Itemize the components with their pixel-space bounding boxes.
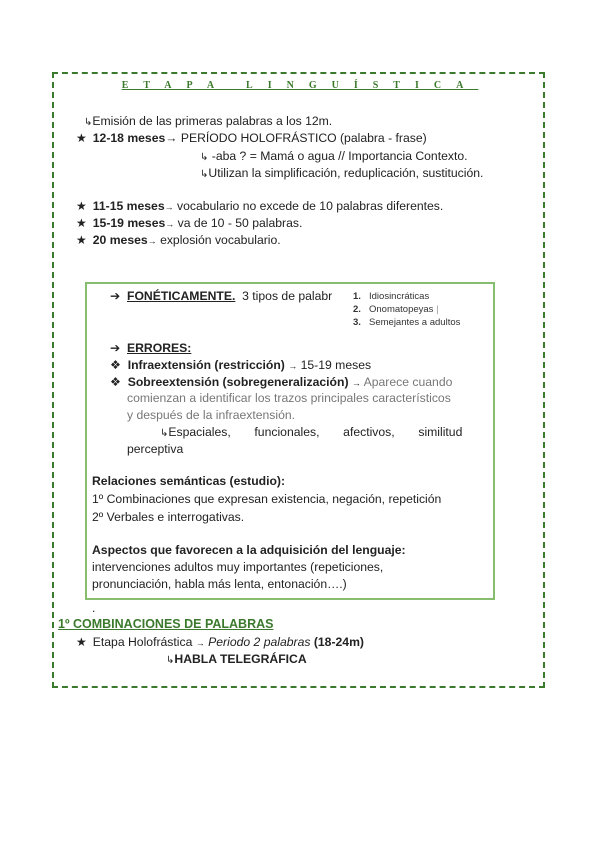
holofrastico-age: 12-18 meses (92, 131, 166, 145)
sobre-line (110, 375, 452, 389)
intro-line (84, 114, 332, 128)
return-arrow-icon: ↳ (160, 428, 169, 439)
milestone-item (76, 233, 281, 247)
sobre-label: Sobreextensión (sobregeneralización) (127, 375, 349, 389)
milestone-text: vocabulario no excede de 10 palabras diferentes. (177, 199, 444, 213)
arrow-icon: ➔ (110, 341, 121, 355)
star-icon: ★ (76, 131, 87, 145)
diamond-bullet-icon: ❖ (110, 358, 121, 372)
combinaciones-etapa-line (76, 635, 364, 649)
milestone-item (76, 199, 443, 213)
milestone-age: 15-19 meses (92, 216, 166, 230)
aspectos-line1: intervenciones adultos muy importantes (repeticiones, (92, 560, 384, 574)
infra-label: Infraextensión (restricción) (127, 358, 285, 372)
sobre-text-line2: comienzan a identificar los trazos principales característicos (127, 391, 451, 405)
milestone-text: explosión vocabulario. (160, 233, 281, 247)
milestone-text: va de 10 - 50 palabras. (177, 216, 303, 230)
stray-dot: . (92, 601, 96, 615)
semanticas-line1: 1º Combinaciones que expresan existencia, negación, repetición (92, 492, 442, 506)
star-icon: ★ (76, 233, 87, 247)
holofrastico-line (76, 131, 427, 145)
fonetica-label: FONÉTICAMENTE. (127, 289, 236, 303)
tipos-text: Espaciales, funcionales, afectivos, similitud (168, 425, 463, 439)
errores-line (110, 341, 191, 355)
sub1-text: -aba ? = Mamá o agua // Importancia Contexto. (211, 149, 468, 163)
list-item: 2. Onomatopeyas | (353, 304, 439, 315)
sobre-tipos-line (160, 425, 462, 439)
sub2-text: Utilizan la simplificación, reduplicación, sustitución. (208, 166, 484, 180)
arrow-icon: → (164, 202, 174, 212)
arrow-icon: → (147, 236, 157, 246)
return-arrow-icon: ↳ (166, 655, 175, 666)
return-arrow-icon: ↳ (200, 169, 209, 180)
sobre-text: Aparece cuando (363, 375, 453, 389)
arrow-icon: → (165, 131, 178, 145)
infra-text: 15-19 meses (300, 358, 372, 372)
combinaciones-heading: 1º COMBINACIONES DE PALABRAS (58, 617, 274, 631)
milestone-item (76, 216, 302, 230)
arrow-icon: → (195, 638, 205, 648)
diamond-bullet-icon: ❖ (110, 375, 121, 389)
edad-text: (18-24m) (313, 635, 364, 649)
intro-text: Emisión de las primeras palabras a los 12m. (92, 114, 333, 128)
semanticas-title: Relaciones semánticas (estudio): (92, 474, 286, 488)
arrow-icon: ➔ (110, 289, 121, 303)
telegrafica-line (166, 652, 307, 666)
telegrafica-text: HABLA TELEGRÁFICA (174, 652, 307, 666)
aspectos-line2: pronunciación, habla más lenta, entonación….) (92, 577, 347, 591)
fonetica-text: 3 tipos de palabr (242, 289, 333, 303)
arrow-icon: → (351, 378, 361, 388)
aspectos-title: Aspectos que favorecen a la adquisición del lenguaje: (92, 543, 406, 557)
sobre-text-line3: y después de la infraextensión. (127, 408, 296, 422)
arrow-icon: → (165, 219, 175, 229)
star-icon: ★ (76, 199, 87, 213)
holofrastico-text: PERÍODO HOLOFRÁSTICO (palabra - frase) (180, 131, 427, 145)
arrow-icon: → (288, 361, 298, 371)
page-title: ETAPA LINGUÍSTICA (121, 80, 479, 91)
list-item: 1. Idiosincráticas (353, 291, 430, 302)
return-arrow-icon: ↳ (84, 117, 93, 128)
infra-line (110, 358, 371, 372)
star-icon: ★ (76, 635, 87, 649)
return-arrow-icon: ↳ (200, 152, 209, 163)
milestone-age: 20 meses (92, 233, 148, 247)
list-item: 3. Semejantes a adultos (353, 317, 461, 328)
holofrastico-sub2 (200, 166, 483, 180)
errores-label: ERRORES: (127, 341, 192, 355)
fonetica-types-list (353, 290, 460, 329)
tipos-text-line2: perceptiva (127, 442, 184, 456)
holofrastico-sub1 (200, 149, 468, 163)
milestone-age: 11-15 meses (92, 199, 165, 213)
semanticas-line2: 2º Verbales e interrogativas. (92, 510, 245, 524)
star-icon: ★ (76, 216, 87, 230)
etapa-text: Etapa Holofrástica (92, 635, 193, 649)
periodo-text: Periodo 2 palabras (208, 635, 311, 649)
fonetica-line (110, 289, 332, 303)
